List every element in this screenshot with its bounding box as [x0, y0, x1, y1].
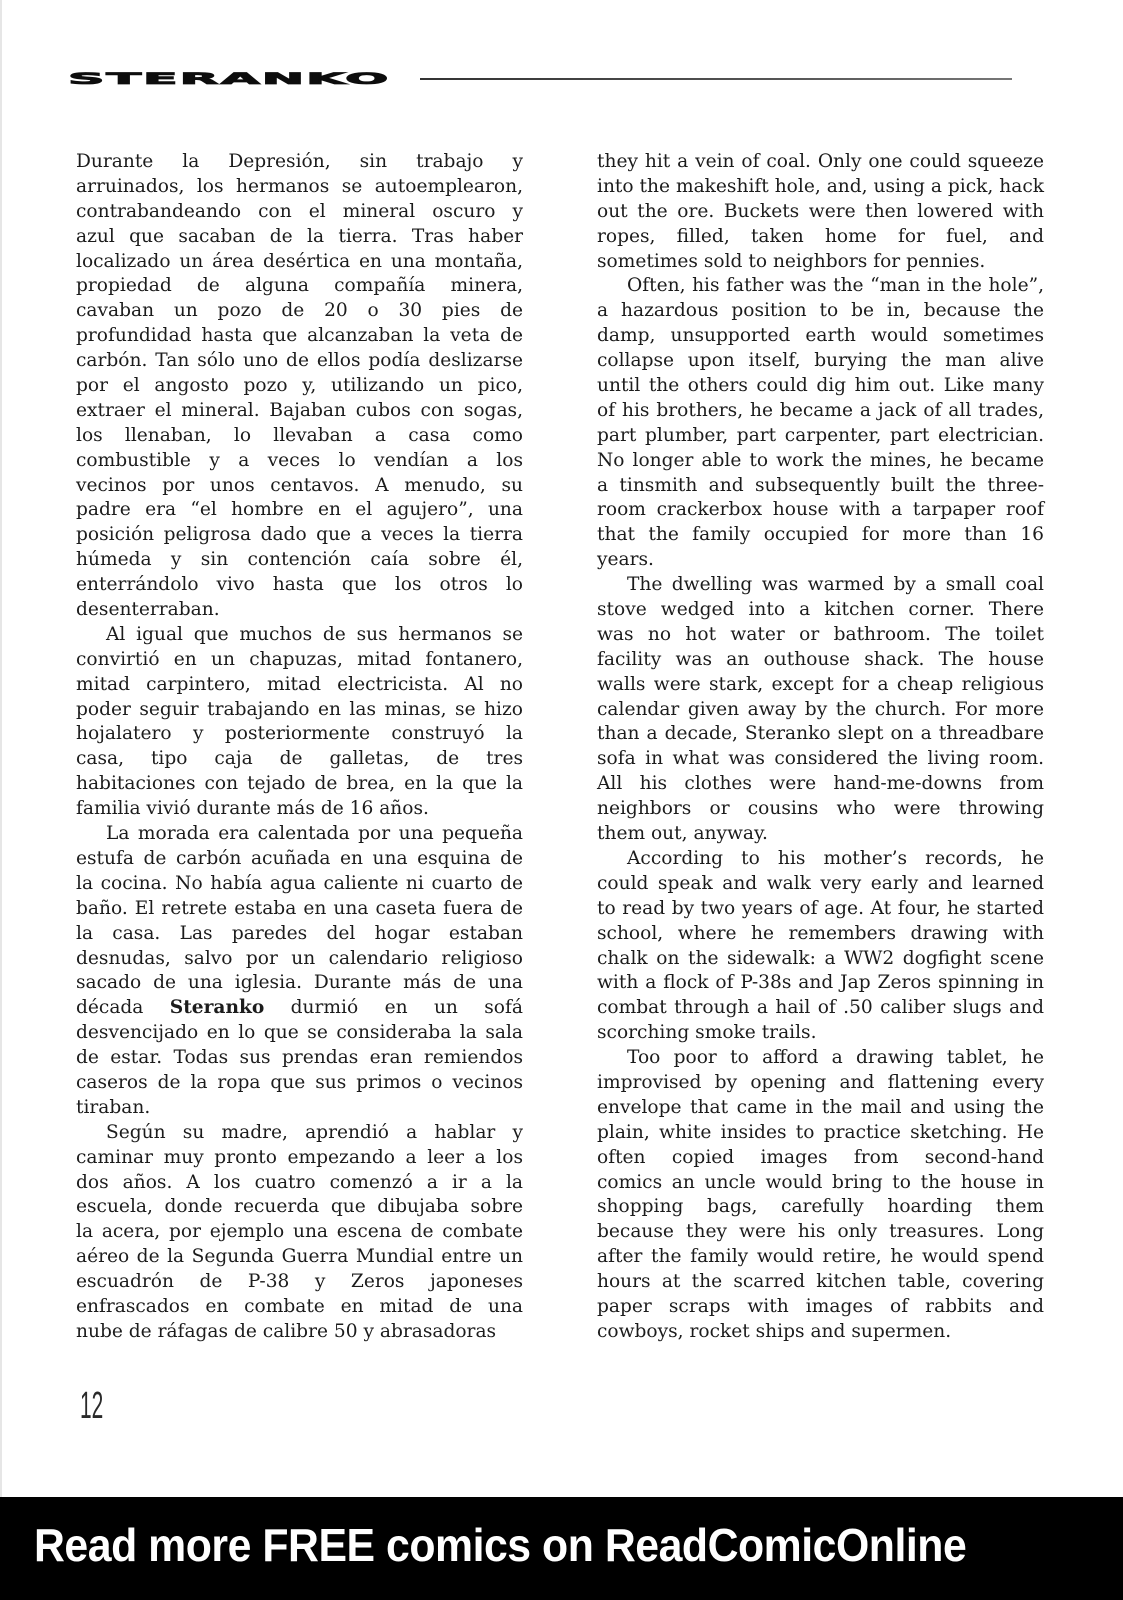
page-number: 12: [80, 1385, 104, 1427]
text-line: collapse upon itself, burying the man alive: [597, 350, 1044, 372]
word: durmió: [290, 997, 359, 1019]
text-line: shopping bags, carefully hoarding them: [597, 1196, 1044, 1218]
text-line: la casa. Las paredes del hogar estaban: [76, 922, 523, 944]
text-line: combat through a hail of .50 caliber slugs and: [597, 997, 1044, 1019]
text-line: mitad carpintero, mitad electricista. Al no: [76, 673, 523, 695]
text-line: could speak and walk very early and learned: [597, 872, 1044, 894]
text-line: sofa in what was considered the living room.: [597, 748, 1044, 770]
steranko-logo: STERANKO: [68, 69, 391, 89]
text-line: La morada era calentada por una pequeña: [106, 823, 523, 845]
text-line: caminar muy pronto empezando a leer a los: [76, 1146, 523, 1168]
text-line: envelope that came in the mail and using the: [597, 1096, 1044, 1118]
text-line: All his clothes were hand-me-downs from: [597, 773, 1044, 795]
text-line: caseros de la ropa que sus primos o vecinos: [76, 1071, 523, 1093]
text-line: desenterraban.: [76, 599, 220, 621]
text-line: enterrándolo vivo hasta que los otros lo: [76, 574, 523, 596]
text-line: than a decade, Steranko slept on a threadbare: [597, 723, 1044, 745]
text-line: combustible y a veces lo vendían a los: [76, 449, 523, 471]
text-line: extraer el mineral. Bajaban cubos con sogas,: [76, 399, 523, 421]
text-line: por el angosto pozo y, utilizando un pico,: [76, 375, 523, 397]
running-header: [68, 66, 1048, 94]
text-line: posición peligrosa dado que a veces la tierra: [76, 524, 523, 546]
text-line: because they were his only treasures. Long: [597, 1221, 1044, 1243]
text-line: hours at the scarred kitchen table, covering: [597, 1271, 1044, 1293]
text-line: desnudas, salvo por un calendario religioso: [76, 947, 523, 969]
text-line: enfrascados en combate en mitad de una: [76, 1295, 523, 1317]
text-line: neighbors or cousins who were throwing: [597, 798, 1044, 820]
text-line: contrabandeando con el mineral oscuro y: [76, 200, 523, 222]
text-line: school, where he remembers drawing with: [597, 922, 1044, 944]
text-line: profundidad hasta que alcanzaban la veta de: [76, 325, 523, 347]
text-line: nube de ráfagas de calibre 50 y abrasadoras: [76, 1320, 497, 1342]
promo-banner-text[interactable]: Read more FREE comics on ReadComicOnline: [34, 1519, 967, 1571]
text-line: casa, tipo caja de galletas, de tres: [76, 748, 523, 770]
text-line: los llenaban, lo llevaban a casa como: [76, 424, 523, 446]
text-line: padre era “el hombre en el agujero”, una: [76, 499, 523, 521]
text-line: part plumber, part carpenter, part electrician.: [597, 424, 1044, 446]
text-line: chalk on the sidewalk: a WW2 dogfight scene: [597, 947, 1044, 969]
text-line: habitaciones con tejado de brea, en la que la: [76, 773, 523, 795]
text-line: years.: [597, 549, 654, 571]
text-line: Too poor to afford a drawing tablet, he: [627, 1047, 1044, 1069]
right-column-english-text: [597, 150, 1044, 1345]
text-line: propiedad de alguna compañía minera,: [76, 275, 523, 297]
text-line: escuadrón de P-38 y Zeros japoneses: [76, 1271, 523, 1293]
text-line: Durante la Depresión, sin trabajo y: [76, 151, 523, 172]
word: sofá: [484, 997, 523, 1019]
text-line: after the family would retire, he would spend: [597, 1246, 1044, 1268]
text-line: húmeda y sin contención caía sobre él,: [76, 549, 523, 571]
text-line: According to his mother’s records, he: [627, 847, 1044, 869]
text-line: paper scraps with images of rabbits and: [597, 1295, 1044, 1317]
text-line: sometimes sold to neighbors for pennies.: [597, 250, 986, 272]
word: un: [433, 997, 458, 1019]
text-line: stove wedged into a kitchen corner. There: [597, 599, 1044, 621]
text-line: with a flock of P-38s and Jap Zeros spinning in: [597, 972, 1044, 994]
text-line: hojalatero y posteriormente construyó la: [76, 723, 523, 745]
text-line: Al igual que muchos de sus hermanos se: [106, 623, 523, 645]
text-line: convirtió en un chapuzas, mitad fontanero,: [76, 648, 523, 670]
left-column-spanish-text: [76, 150, 523, 1345]
text-line: la cocina. No había agua caliente ni cuarto de: [76, 872, 523, 894]
text-line: a hazardous position to be in, because the: [597, 300, 1044, 322]
text-line: carbón. Tan sólo uno de ellos podía deslizarse: [76, 350, 523, 372]
text-line: desvencijado en lo que se consideraba la sala: [76, 1022, 523, 1044]
text-line: comics an uncle would bring to the house in: [597, 1171, 1044, 1193]
promo-banner[interactable]: [0, 1497, 1123, 1600]
text-line: The dwelling was warmed by a small coal: [627, 574, 1044, 596]
text-line: familia vivió durante más de 16 años.: [76, 798, 429, 820]
text-line: scorching smoke trails.: [597, 1022, 817, 1044]
text-line: ropes, filled, taken home for fuel, and: [597, 225, 1044, 247]
bold-name: Steranko: [169, 997, 265, 1019]
text-line: improvised by opening and flattening every: [597, 1071, 1044, 1093]
text-line: room crackerbox house with a tarpaper roof: [597, 499, 1044, 521]
text-line: aéreo de la Segunda Guerra Mundial entre un: [76, 1246, 523, 1268]
text-line: a tinsmith and subsequently built the three-: [597, 474, 1044, 496]
text-line: they hit a vein of coal. Only one could squeeze: [597, 151, 1044, 172]
text-line: cowboys, rocket ships and supermen.: [597, 1320, 952, 1342]
text-line: them out, anyway.: [597, 823, 768, 845]
text-line: Según su madre, aprendió a hablar y: [106, 1121, 523, 1143]
text-line: plain, white insides to practice sketching. He: [597, 1121, 1044, 1143]
page-edge: [0, 0, 2, 1497]
text-line: Often, his father was the “man in the hole”,: [627, 275, 1044, 297]
text-line: arruinados, los hermanos se autoemplearon,: [76, 175, 523, 197]
word: década: [76, 997, 144, 1019]
text-line: estufa de carbón acuñada en una esquina de: [76, 847, 523, 869]
text-line: of his brothers, he became a jack of all trades,: [597, 399, 1044, 421]
text-line: cavaban un pozo de 20 o 30 pies de: [76, 300, 523, 322]
text-line: that the family occupied for more than 16: [597, 524, 1044, 546]
text-line: often copied images from second-hand: [597, 1146, 1044, 1168]
text-line: out the ore. Buckets were then lowered with: [597, 200, 1044, 222]
text-line: [76, 996, 523, 1021]
text-line: facility was an outhouse shack. The house: [597, 648, 1044, 670]
text-line: baño. El retrete estaba en una caseta fuera de: [76, 897, 523, 919]
text-line: was no hot water or bathroom. The toilet: [597, 623, 1044, 645]
text-line: vecinos por unos centavos. A menudo, su: [76, 474, 523, 496]
text-line: calendar given away by the church. For more: [597, 698, 1044, 720]
text-line: tiraban.: [76, 1096, 151, 1118]
text-line: escuela, donde recuerda que dibujaba sobre: [76, 1196, 523, 1218]
word: en: [384, 997, 408, 1019]
text-line: to read by two years of age. At four, he started: [597, 897, 1044, 919]
text-line: dos años. A los cuatro comenzó a ir a la: [76, 1171, 523, 1193]
text-line: walls were stark, except for a cheap religious: [597, 673, 1044, 695]
text-line: until the others could dig him out. Like many: [597, 375, 1044, 397]
text-line: sacado de una iglesia. Durante más de una: [76, 972, 523, 994]
text-line: de estar. Todas sus prendas eran remiendos: [76, 1047, 523, 1069]
text-line: No longer able to work the mines, he became: [597, 449, 1044, 471]
text-line: into the makeshift hole, and, using a pick, hack: [597, 175, 1044, 197]
text-line: localizado un área desértica en una montaña,: [76, 250, 523, 272]
text-line: damp, unsupported earth would sometimes: [597, 325, 1044, 347]
text-line: la acera, por ejemplo una escena de combate: [76, 1221, 523, 1243]
header-rule: [420, 78, 1012, 80]
text-line: azul que sacaban de la tierra. Tras haber: [76, 225, 523, 247]
text-line: poder seguir trabajando en las minas, se hizo: [76, 698, 523, 720]
